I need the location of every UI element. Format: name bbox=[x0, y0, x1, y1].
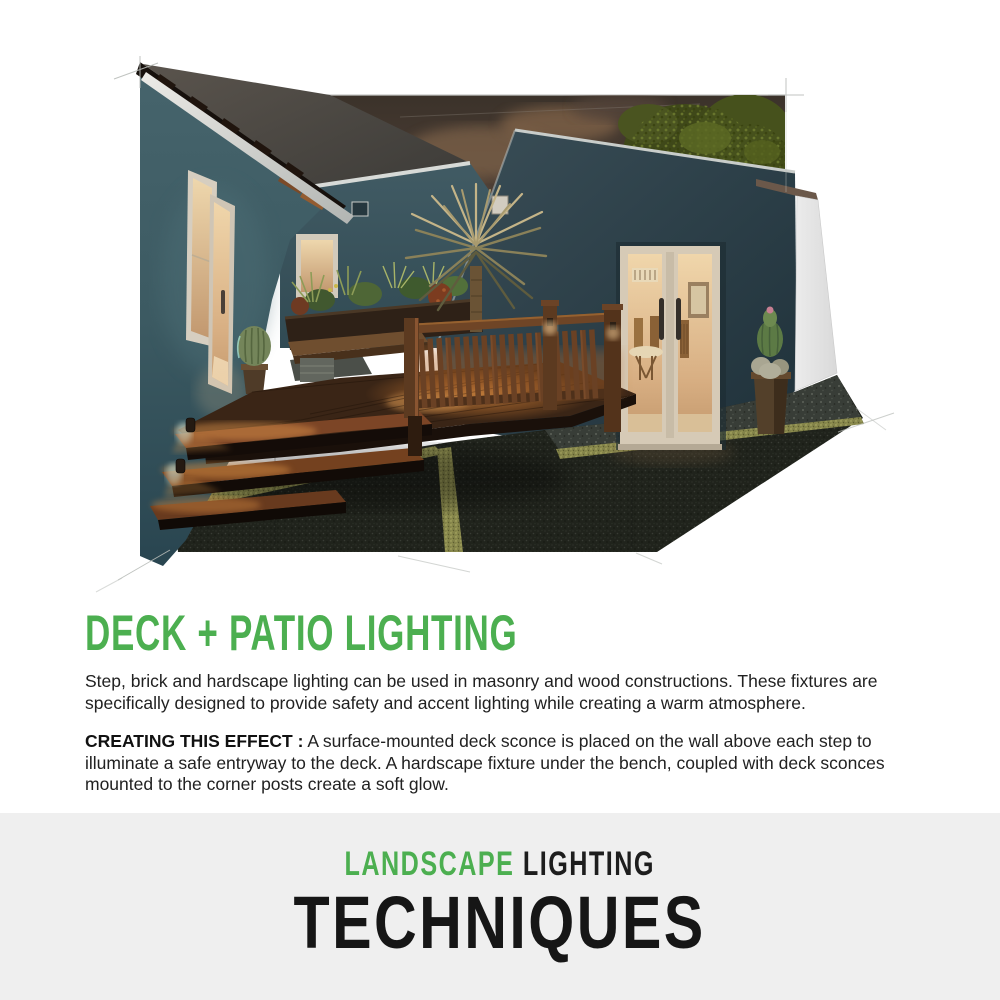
door-glass-left bbox=[628, 254, 663, 432]
middle-window bbox=[296, 234, 338, 298]
footer-brand-accent: LANDSCAPE bbox=[344, 845, 515, 883]
section-cut-slab bbox=[795, 196, 837, 391]
french-doors bbox=[616, 242, 726, 450]
intro-paragraph: Step, brick and hardscape lighting can be used in masonry and wood constructions. These fixtures are specifically designed to provide safety and accent lighting while creating a warm atmosphere. bbox=[85, 671, 878, 713]
left-door bbox=[208, 194, 235, 394]
effect-label: CREATING THIS EFFECT : bbox=[85, 731, 304, 751]
footer-line1 bbox=[290, 847, 709, 881]
effect-text: A surface-mounted deck sconce is placed on the wall above each step to illuminate a safe entryway to the deck. A hardscape fixture under the bench, coupled with deck sconces mounted to the corner posts create a soft glow. bbox=[85, 731, 885, 794]
footer-techniques: TECHNIQUES bbox=[293, 881, 707, 964]
page-title bbox=[85, 605, 930, 661]
footer-line2 bbox=[242, 881, 757, 964]
door-glass-right bbox=[678, 254, 712, 432]
effect-paragraph bbox=[85, 731, 930, 796]
corner-post bbox=[541, 300, 559, 410]
right-post bbox=[602, 304, 623, 432]
footer-brand-rest: LIGHTING bbox=[514, 845, 656, 883]
page-title-text: DECK + PATIO LIGHTING bbox=[85, 605, 518, 661]
article bbox=[85, 605, 930, 796]
footer-banner bbox=[0, 813, 1000, 1000]
